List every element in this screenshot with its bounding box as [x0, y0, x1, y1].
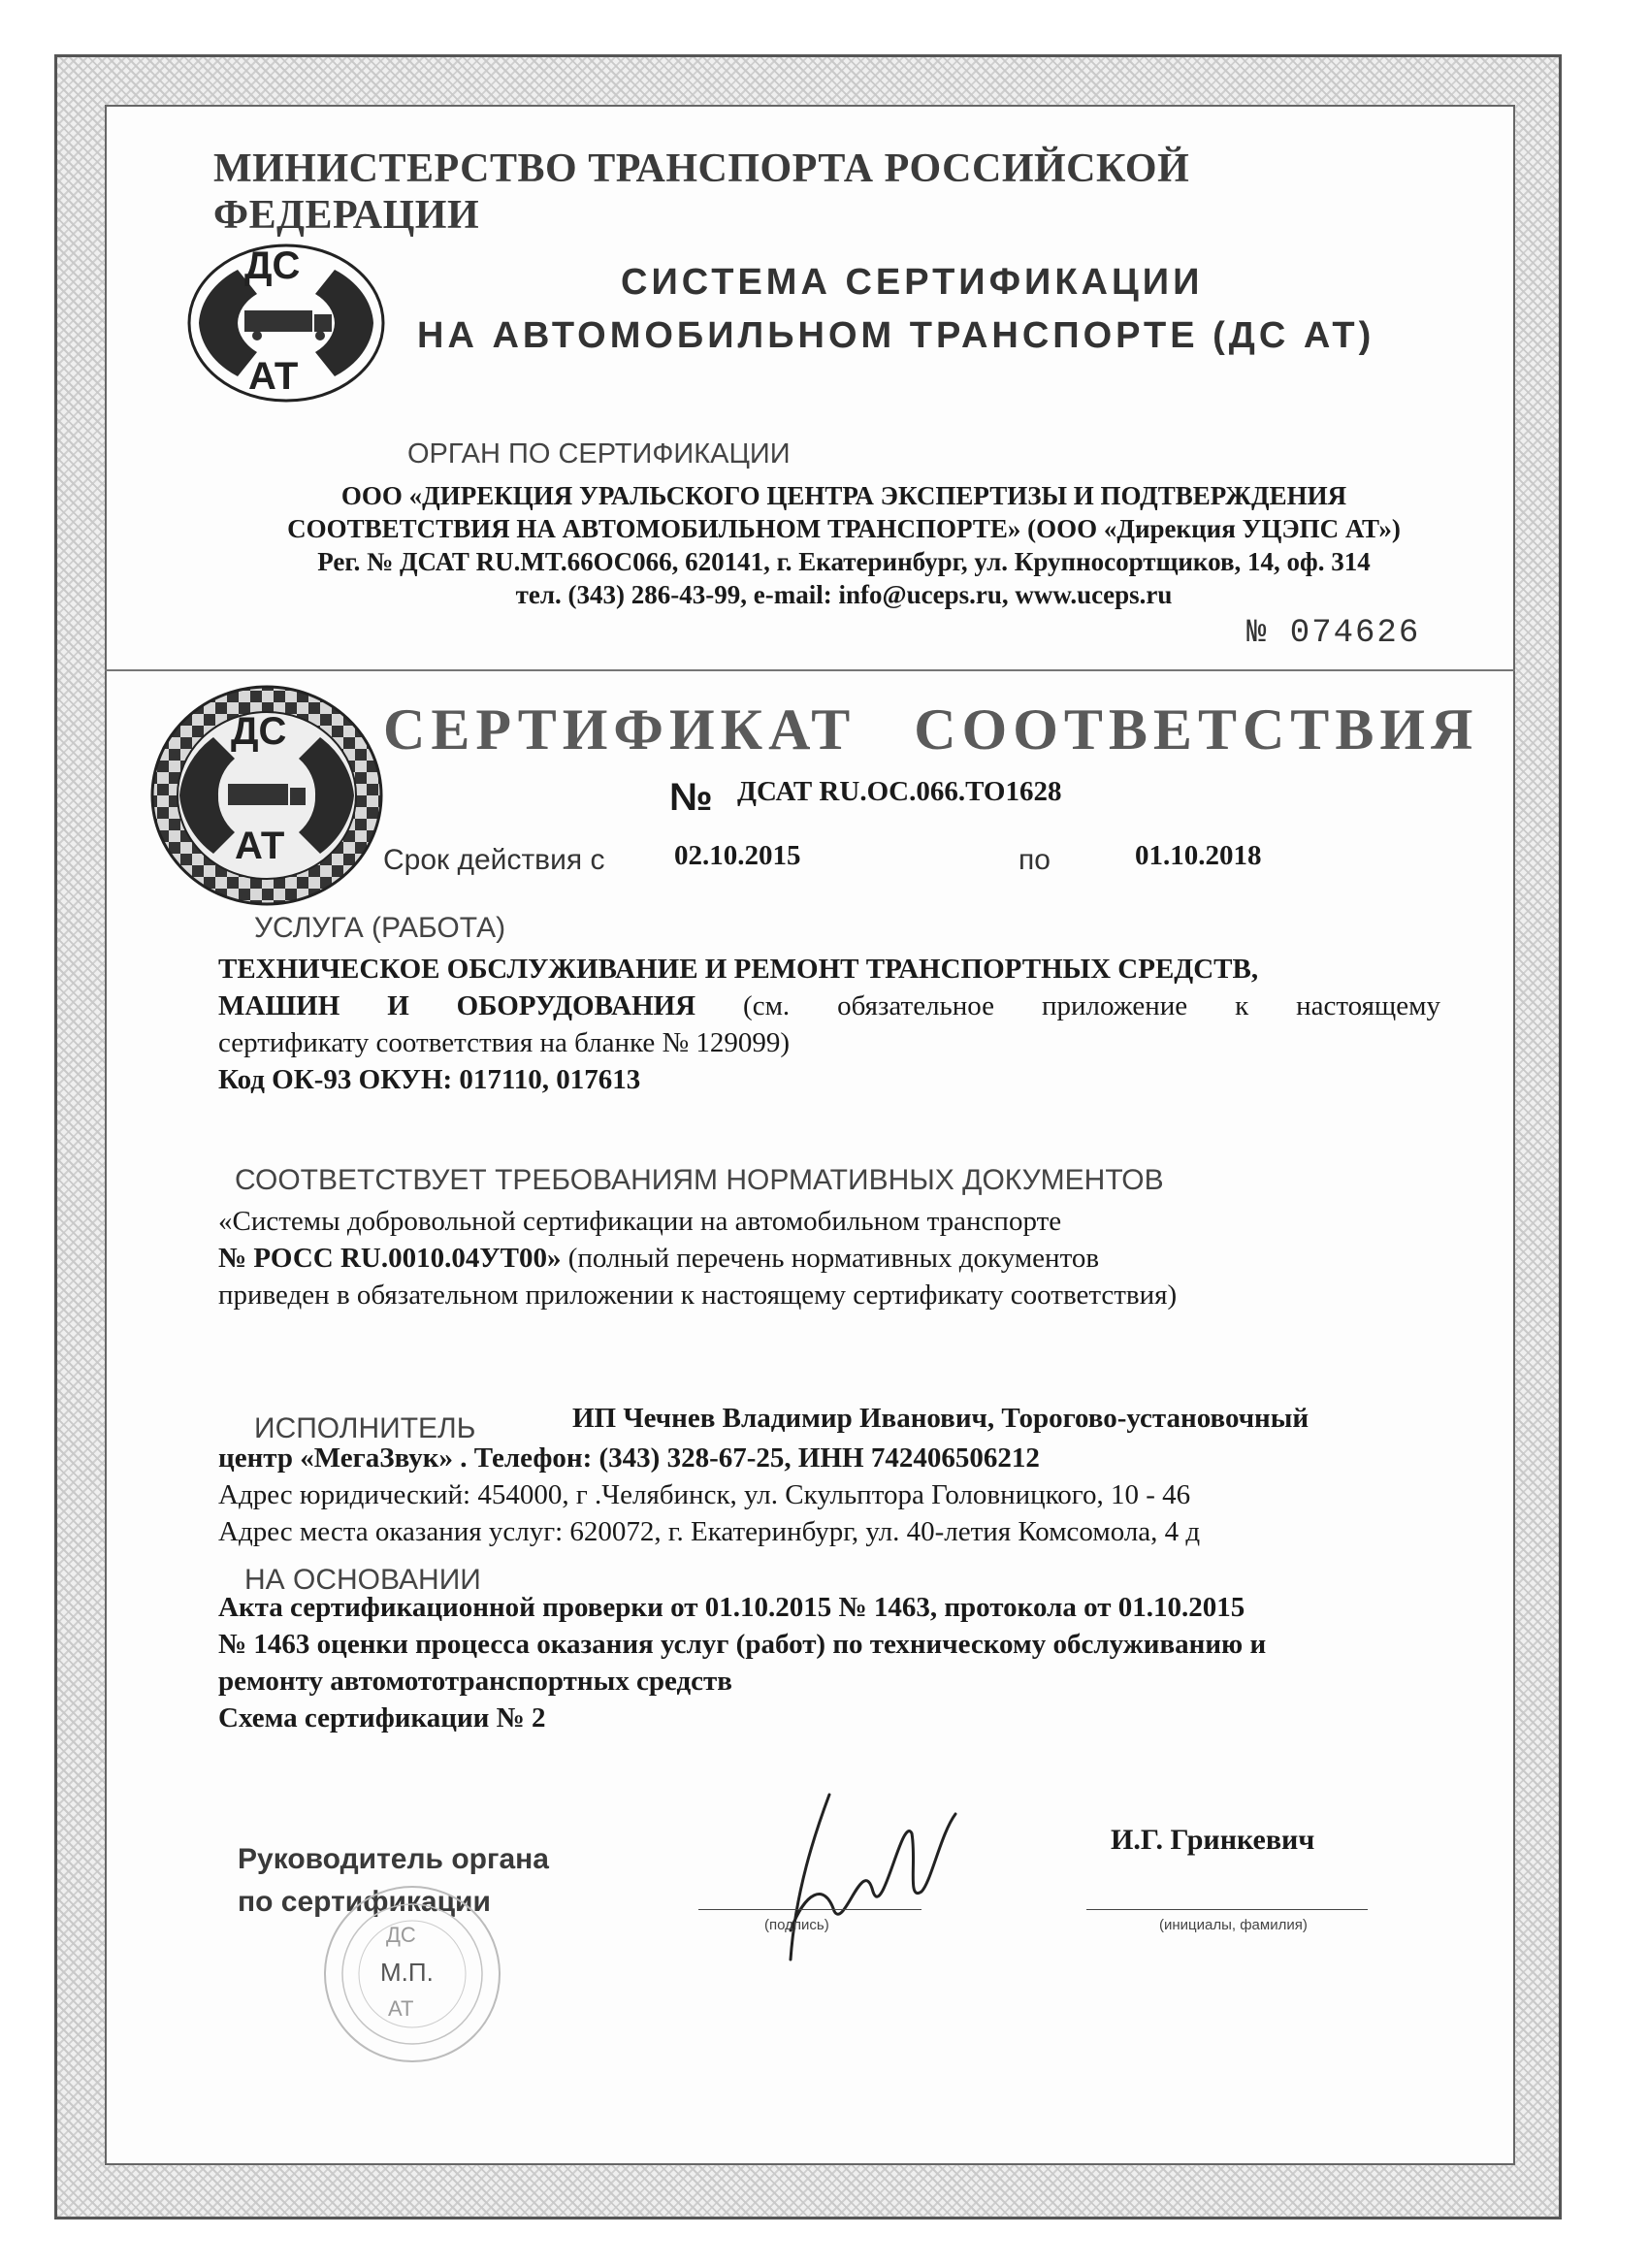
- certification-body-line3: Рег. № ДСАТ RU.MT.66OC066, 620141, г. Екатеринбург, ул. Крупносортщиков, 14, оф. 314: [317, 547, 1371, 576]
- executor-legal-address: Адрес юридический: 454000, г .Челябинск, ул. Скульптора Головницкого, 10 - 46: [218, 1479, 1191, 1510]
- signatory-name: И.Г. Гринкевич: [1111, 1824, 1315, 1856]
- seal-stamp: [320, 1882, 504, 2066]
- executor-service-address: Адрес места оказания услуг: 620072, г. Екатеринбург, ул. 40-летия Комсомола, 4 д: [218, 1516, 1201, 1547]
- certification-scheme: Схема сертификации № 2: [218, 1702, 546, 1733]
- certificate-emblem: [146, 679, 388, 912]
- basis-label: НА ОСНОВАНИИ: [244, 1564, 481, 1596]
- executor-line2: центр «МегаЗвук» . Телефон: (343) 328-67-25, ИНН 742406506212: [218, 1442, 1040, 1474]
- signatory-title-line2: по сертификации: [238, 1886, 491, 1918]
- service-line2: [218, 988, 1440, 1024]
- form-number: № 074626: [1246, 615, 1421, 652]
- service-label: УСЛУГА (РАБОТА): [254, 912, 506, 944]
- requirements-line2-bold: № РОСС RU.0010.04УТ00»: [218, 1243, 562, 1274]
- requirements-label: СООТВЕТСТВУЕТ ТРЕБОВАНИЯМ НОРМАТИВНЫХ ДОКУМЕНТОВ: [235, 1164, 1164, 1196]
- requirements-line2-rest: (полный перечень нормативных документов: [567, 1243, 1100, 1274]
- certification-body-line4: тел. (343) 286-43-99, e-mail: info@uceps.ru, www.uceps.ru: [515, 580, 1173, 609]
- seal-top-text: ДС: [386, 1923, 416, 1947]
- seal-label: М.П.: [380, 1958, 434, 1987]
- certificate-title-word1: СЕРТИФИКАТ: [383, 697, 857, 761]
- name-line: [1086, 1909, 1368, 1910]
- system-title-line2: НА АВТОМОБИЛЬНОМ ТРАНСПОРТЕ (ДС АТ): [417, 315, 1375, 356]
- ds-at-logo: [184, 241, 388, 405]
- service-line2-rest: (см. обязательное приложение к настоящему: [743, 990, 1440, 1021]
- valid-from-label: Срок действия с: [383, 844, 605, 876]
- executor-line1: ИП Чечнев Владимир Иванович, Торогово-установочный: [572, 1403, 1310, 1434]
- certificate-number: ДСАТ RU.OC.066.TO1628: [737, 776, 1062, 807]
- handwritten-signature: [737, 1775, 989, 1969]
- requirements-line2: [218, 1240, 1440, 1277]
- emblem-bottom-text: АТ: [235, 825, 285, 867]
- signatory-title-line1: Руководитель органа: [238, 1843, 549, 1875]
- seal-bottom-text: АТ: [388, 1996, 414, 2021]
- system-title-line1: СИСТЕМА СЕРТИФИКАЦИИ: [621, 262, 1204, 303]
- certification-body-label: ОРГАН ПО СЕРТИФИКАЦИИ: [407, 438, 791, 470]
- basis-line1: Акта сертификационной проверки от 01.10.2015 № 1463, протокола от 01.10.2015: [218, 1592, 1245, 1623]
- valid-to-label: по: [1018, 844, 1051, 876]
- signature-caption: (подпись): [764, 1917, 829, 1933]
- logo-bottom-text: АТ: [248, 355, 299, 398]
- basis-line3: ремонту автомототранспортных средств: [218, 1666, 732, 1697]
- requirements-line3: приведен в обязательном приложении к настоящему сертификату соответствия): [218, 1280, 1178, 1311]
- certification-body-line1: ООО «ДИРЕКЦИЯ УРАЛЬСКОГО ЦЕНТРА ЭКСПЕРТИЗЫ И ПОДТВЕРЖДЕНИЯ: [340, 481, 1347, 510]
- logo-top-text: ДС: [244, 244, 301, 287]
- service-code: Код ОК-93 ОКУН: 017110, 017613: [218, 1064, 641, 1095]
- emblem-top-text: ДС: [231, 710, 287, 753]
- executor-label: ИСПОЛНИТЕЛЬ: [254, 1412, 476, 1444]
- signature-line: [698, 1909, 922, 1910]
- service-line1: ТЕХНИЧЕСКОЕ ОБСЛУЖИВАНИЕ И РЕМОНТ ТРАНСПОРТНЫХ СРЕДСТВ,: [218, 954, 1259, 985]
- basis-line2: № 1463 оценки процесса оказания услуг (работ) по техническому обслуживанию и: [218, 1629, 1267, 1660]
- certificate-number-sign: №: [669, 776, 713, 819]
- certificate-title: [383, 697, 1478, 763]
- ministry-title: МИНИСТЕРСТВО ТРАНСПОРТА РОССИЙСКОЙ ФЕДЕРАЦИИ: [213, 146, 1190, 238]
- service-line2-bold: МАШИН И ОБОРУДОВАНИЯ: [218, 990, 696, 1021]
- service-line3: сертификату соответствия на бланке № 129099): [218, 1027, 791, 1058]
- certification-body-line2: СООТВЕТСТВИЯ НА АВТОМОБИЛЬНОМ ТРАНСПОРТЕ» (ООО «Дирекция УЦЭПС АТ»): [287, 514, 1401, 543]
- certificate-title-word2: СООТВЕТСТВИЯ: [914, 697, 1479, 761]
- valid-from-date: 02.10.2015: [674, 840, 801, 871]
- name-caption: (инициалы, фамилия): [1159, 1917, 1308, 1933]
- valid-to-date: 01.10.2018: [1135, 840, 1262, 871]
- section-divider: [105, 669, 1515, 671]
- requirements-line1: «Системы добровольной сертификации на автомобильном транспорте: [218, 1206, 1062, 1237]
